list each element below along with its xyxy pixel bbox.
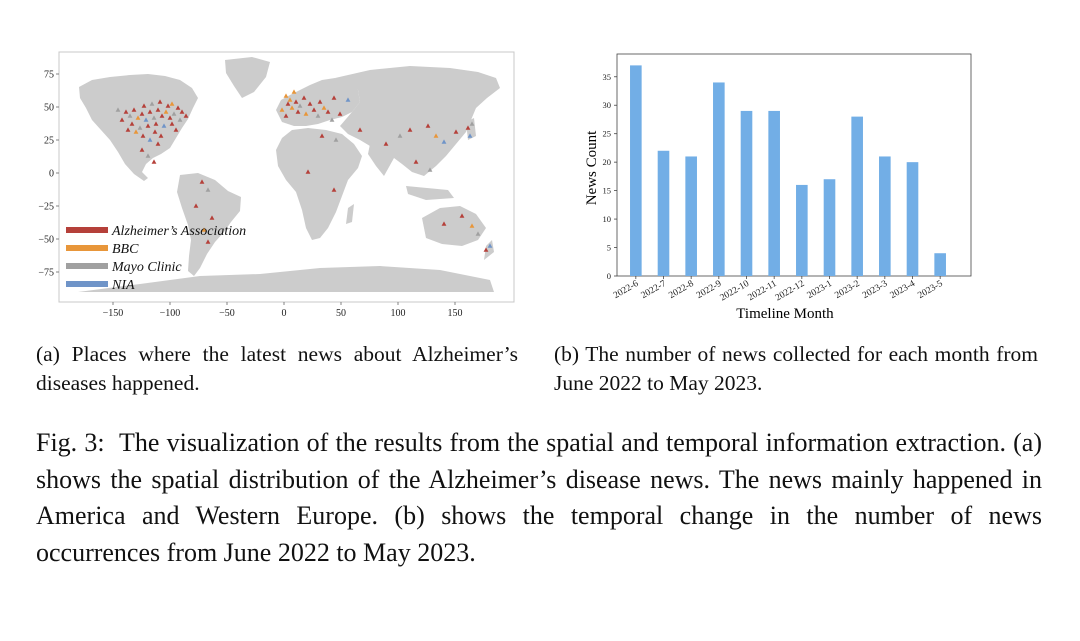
bar: [934, 253, 946, 276]
bar: [824, 179, 836, 276]
legend-label: BBC: [112, 242, 139, 257]
bar: [796, 185, 808, 276]
map-y-tick-label: −50: [38, 234, 54, 246]
chart-x-tick-label: 2022-7: [639, 278, 668, 302]
bar: [741, 111, 753, 276]
chart-x-tick-label: 2023-4: [888, 278, 917, 302]
legend-label: Mayo Clinic: [112, 260, 182, 275]
chart-x-tick-label: 2023-3: [861, 278, 890, 302]
news-count-bar-chart: [575, 44, 985, 330]
chart-y-tick-label: 0: [606, 271, 611, 281]
map-y-tick-label: 25: [44, 135, 54, 147]
chart-y-axis: [603, 72, 618, 281]
chart-y-tick-label: 20: [602, 157, 611, 168]
bar: [851, 117, 863, 276]
legend-swatch: [66, 263, 108, 269]
map-x-tick-label: 100: [390, 308, 406, 319]
chart-y-axis-label: News Count: [584, 130, 600, 206]
map-y-tick-label: 0: [49, 168, 54, 180]
chart-x-tick-label: 2022-10: [718, 278, 751, 304]
chart-x-tick-label: 2022-9: [695, 278, 724, 302]
map-x-tick-label: −100: [159, 308, 181, 319]
map-y-axis: [38, 70, 59, 279]
bar: [685, 156, 697, 276]
legend-swatch: [66, 281, 108, 287]
chart-x-tick-label: 2022-11: [746, 278, 779, 304]
map-x-axis: [103, 302, 463, 319]
chart-x-tick-label: 2023-2: [833, 278, 862, 302]
bar: [630, 65, 642, 276]
map-x-tick-label: −150: [102, 308, 124, 319]
chart-y-tick-label: 10: [602, 214, 611, 225]
world-news-map: [30, 40, 520, 330]
figure-label: Fig. 3:: [36, 428, 105, 457]
map-y-tick-label: 50: [44, 102, 54, 114]
chart-x-tick-label: 2023-5: [916, 278, 945, 302]
bar: [907, 162, 919, 276]
subcaption-b: (b) The number of news collected for each month from June 2022 to May 2023.: [554, 342, 1038, 395]
legend-label: Alzheimer’s Association: [112, 224, 247, 239]
legend-label: NIA: [112, 278, 135, 293]
map-x-tick-label: 150: [447, 308, 463, 319]
bar: [768, 111, 780, 276]
chart-x-tick-label: 2022-12: [773, 278, 807, 304]
chart-y-tick-label: 5: [606, 242, 611, 253]
bar: [879, 156, 891, 276]
map-x-tick-label: 50: [336, 308, 346, 319]
bar: [658, 151, 670, 276]
legend-swatch: [66, 245, 108, 251]
subcaption-a: (a) Places where the latest news about Alzheimer’s diseases happened.: [36, 342, 518, 395]
chart-x-tick-label: 2022-6: [612, 278, 641, 302]
chart-x-axis-label: Timeline Month: [736, 306, 834, 322]
chart-y-tick-label: 35: [602, 71, 611, 82]
chart-y-tick-label: 30: [602, 100, 611, 111]
figure-caption: [36, 425, 1042, 571]
legend-swatch: [66, 227, 108, 233]
chart-x-axis: [612, 276, 945, 303]
chart-x-tick-label: 2022-8: [667, 278, 696, 302]
bar: [713, 82, 725, 276]
figure-caption-text: The visualization of the results from the spatial and temporal information extraction. (a) shows the spatial distribution of the Alzheimer’s disease news. The news mainly happened in America and Western Europe. (b) shows the temporal change in the number of news occurrences from June 2022 to May 2023.: [36, 428, 1042, 567]
chart-x-tick-label: 2023-1: [805, 278, 834, 302]
map-y-tick-label: 75: [44, 69, 54, 81]
chart-y-tick-label: 15: [602, 185, 611, 196]
map-y-tick-label: −25: [38, 201, 54, 213]
chart-y-tick-label: 25: [602, 128, 611, 139]
map-y-tick-label: −75: [38, 267, 54, 279]
map-x-tick-label: 0: [281, 308, 287, 319]
map-x-tick-label: −50: [219, 308, 235, 319]
